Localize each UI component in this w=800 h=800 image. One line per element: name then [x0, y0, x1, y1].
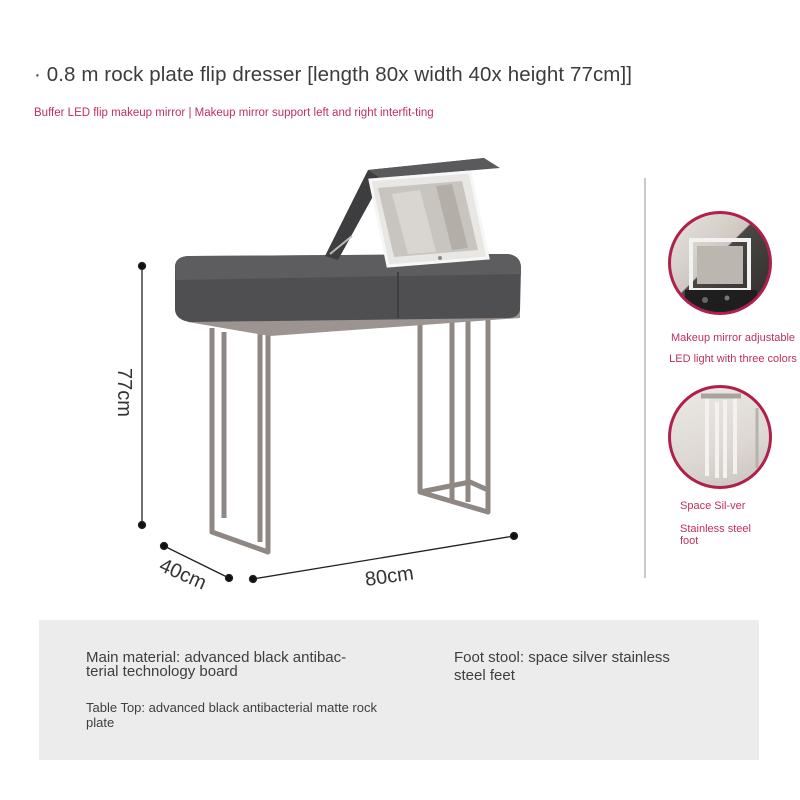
length-label: 80cm [363, 562, 416, 591]
stainless-steel-legs [212, 318, 488, 552]
page-subtitle: Buffer LED flip makeup mirror | Makeup mirror support left and right interfit-ting [34, 107, 434, 119]
mirror-detail-image [668, 211, 772, 315]
mirror-label-adjustable: Makeup mirror adjustable [670, 332, 796, 344]
foot-label-stainless-steel: Stainless steel foot [680, 523, 751, 547]
page-title: · 0.8 m rock plate flip dresser [length 80x width 40x height 77cm]] [34, 63, 633, 86]
dresser-body [175, 254, 521, 322]
steel-foot-detail-image [668, 385, 772, 489]
height-label: 77cm [113, 368, 135, 417]
depth-label: 40cm [155, 554, 210, 595]
mirror-label-led-colors: LED light with three colors [669, 353, 797, 365]
foot-label-space-silver: Space Sil-ver [680, 500, 746, 512]
height-dimension-line [139, 263, 146, 529]
spec-foot-stool: Foot stool: space silver stainless steel feet [454, 649, 670, 684]
spec-table-top: Table Top: advanced black antibacterial matte rock plate [86, 700, 377, 730]
led-makeup-mirror [370, 172, 488, 266]
spec-main-material: Main material: advanced black antibac-terial technology board [86, 649, 347, 680]
dresser-dimension-diagram [0, 150, 640, 600]
specs-panel [39, 620, 759, 760]
vertical-divider [644, 178, 646, 578]
